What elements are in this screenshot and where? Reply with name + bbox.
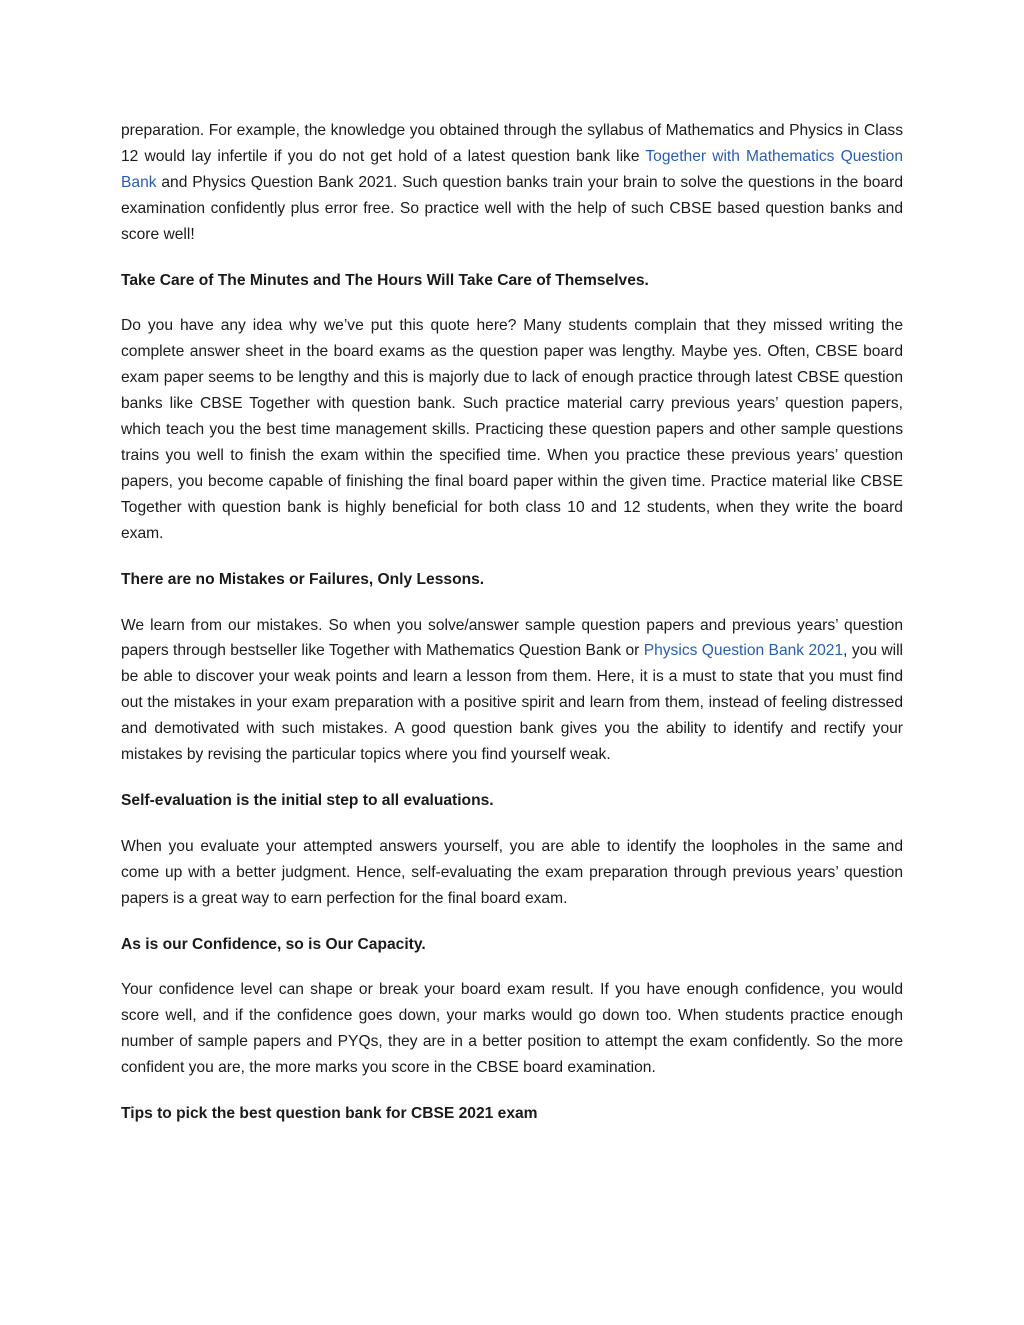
- heading-tips: Tips to pick the best question bank for CBSE 2021 exam: [121, 1105, 538, 1123]
- physics-question-bank-link[interactable]: Physics Question Bank 2021: [643, 642, 844, 660]
- paragraph-preparation: [121, 118, 903, 248]
- heading-take-care: Take Care of The Minutes and The Hours Will Take Care of Themselves.: [121, 271, 649, 289]
- document-page: [121, 118, 903, 1147]
- heading-no-mistakes: There are no Mistakes or Failures, Only Lessons.: [121, 570, 485, 588]
- heading-self-evaluation: Self-evaluation is the initial step to all evaluations.: [121, 791, 494, 809]
- paragraph-self-evaluation: When you evaluate your attempted answers yourself, you are able to identify the loopholes in the same and come up with a better judgment. Hence, self-evaluating the exam preparation through previous years’ question papers is a great way to earn perfection for the final board exam.: [121, 837, 903, 907]
- paragraph-text: We learn from our mistakes. So when you solve/answer sample question papers and previous years’ question papers through bestseller like Together with Mathematics Question Bank or: [121, 616, 903, 660]
- paragraph-text: preparation. For example, the knowledge you obtained through the syllabus of Mathematics and Physics in Class 12 would lay infertile if you do not get hold of a latest question bank like: [121, 122, 903, 165]
- paragraph-confidence: Your confidence level can shape or break your board exam result. If you have enough confidence, you would score well, and if the confidence goes down, your marks would go down too. When students practice enough number of sample papers and PYQs, they are in a better position to attempt the exam confidently. So the more confident you are, the more marks you score in the CBSE board examination.: [121, 981, 903, 1077]
- heading-confidence: As is our Confidence, so is Our Capacity.: [121, 935, 426, 953]
- together-with-mathematics-link[interactable]: Together with Mathematics Question Bank: [121, 147, 903, 191]
- paragraph-text: , you will be able to discover your weak points and learn a lesson from them. Here, it is a must to state that you must find out the mistakes in your exam preparation with a positive spirit and learn from them, instead of feeling distressed and demotivated with such mistakes. A good question bank gives you the ability to identify and rectify your mistakes by revising the particular topics where you find yourself weak.: [121, 642, 904, 764]
- paragraph-text: and Physics Question Bank 2021. Such question banks train your brain to solve the questions in the board examination confidently plus error free. So practice well with the help of such CBSE based question banks and score well!: [121, 173, 903, 243]
- paragraph-quote-explanation: Do you have any idea why we’ve put this quote here? Many students complain that they missed writing the complete answer sheet in the board exams as the question paper was lengthy. Maybe yes. Often, CBSE board exam paper seems to be lengthy and this is majorly due to lack of enough practice through latest CBSE question banks like CBSE Together with question bank. Such practice material carry previous years’ question papers, which teach you the best time management skills. Practicing these question papers and other sample questions trains you well to finish the exam within the specified time. When you practice these previous years’ question papers, you become capable of finishing the final board paper within the given time. Practice material like CBSE Together with question bank is highly beneficial for both class 10 and 12 students, when they write the board exam.: [121, 317, 903, 542]
- paragraph-learn-from-mistakes: [121, 613, 903, 768]
